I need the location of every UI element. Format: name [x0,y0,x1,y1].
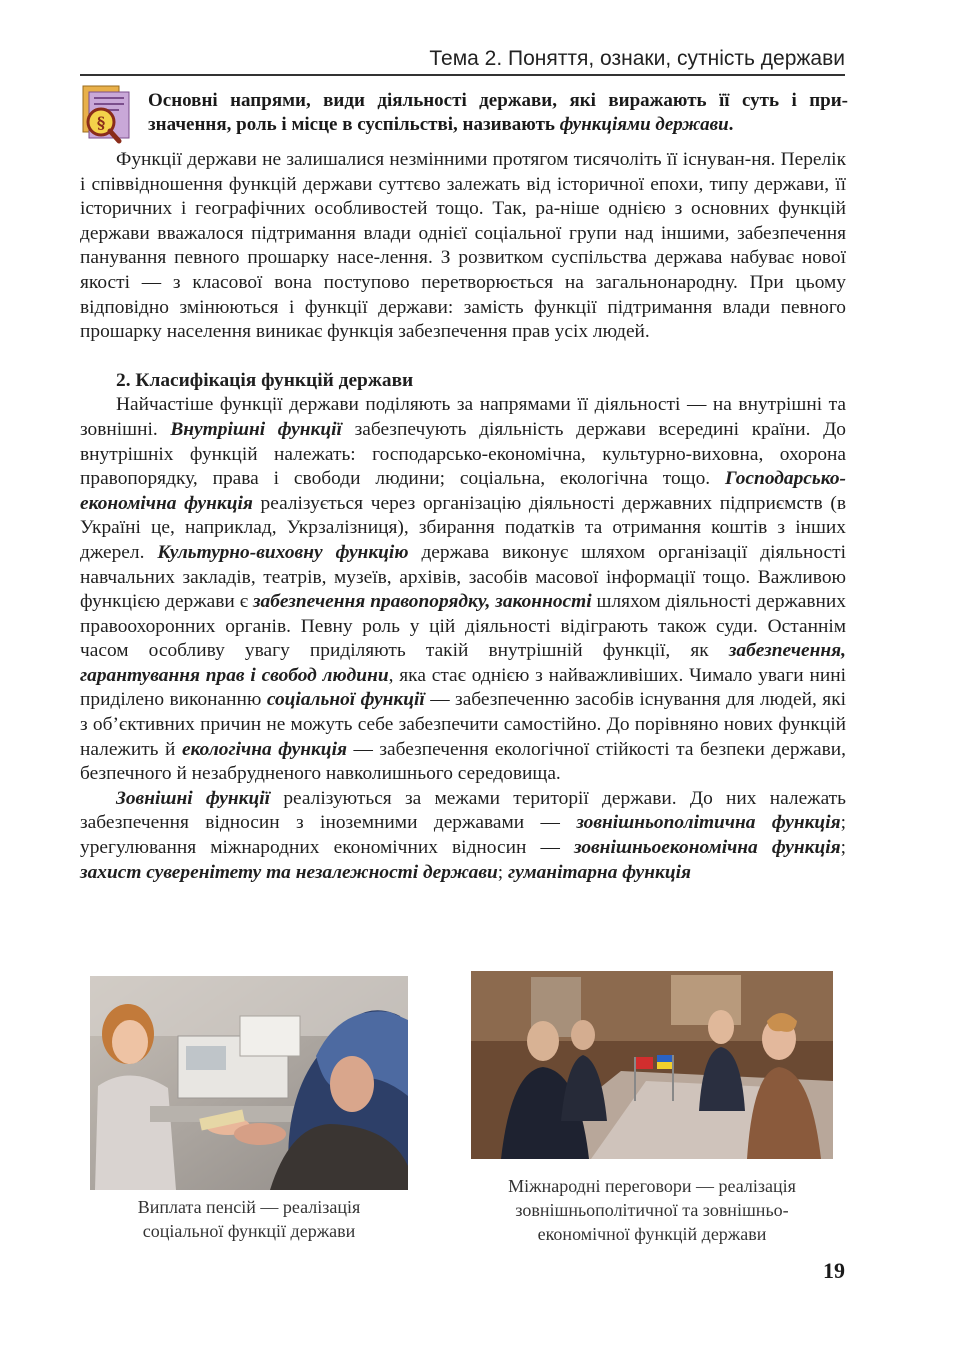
international-negotiations-photo [471,971,833,1159]
main-text [80,148,846,885]
classification-paragraph: Найчастіше функції держави поділяють за напрямами її діяльності — на внутрішні та зовнішні. Внутрішні функції забезпечують діяльність держави всередині країни. До внутрішніх функцій належать: господарсько-економічна, культурно-виховна, охорона правопорядку, права і свободи людини; соціальна, екологічна тощо. Господарсько-економічна функція реалізується через організацію діяльності державних підприємств (в Україні це, наприклад, Укрзалізниця), збирання податків та отримання коштів з інших джерел. Культурно-виховну функцію держава виконує шляхом організації діяльності навчальних закладів, театрів, музеїв, архівів, засобів масової інформації тощо. Важливою функцією держави є забезпечення правопорядку, законності шляхом діяльності державних правоохоронних органів. Певну роль у цій діяльності відіграють також суди. Останнім часом особливу увагу приділяють такій внутрішній функції, як забезпечення, гарантування прав і свобод людини, яка стає однією з найважливіших. Чимало уваги нині приділено виконанню соціальної функції — забезпеченню засобів існування для людей, які з об’єктивних причин не можуть себе забезпечити самостійно. До порівняно нових функцій належить й екологічна функція — забезпечення екологічної стійкості та безпеки держави, безпечного й незабрудненого навколишнього середовища. [80,394,846,785]
term-foreign-policy-function: зовнішньополітична функція [576,812,841,834]
svg-text:§: § [96,113,106,132]
definition-end: . [728,114,734,135]
page-number: 19 [823,1258,845,1283]
term-social-function: соціальної функції [266,689,425,711]
pension-photo-caption: Виплата пенсій — реалізація соціальної функції держави [137,1197,361,1241]
header-rule [80,74,845,76]
term-foreign-economic-function: зовнішньоекономічна функція [574,837,841,859]
definition-box [148,89,848,137]
term-economic-function: Господарсько-економічна функція [80,468,846,514]
term-sovereignty: захист суверенітету та незалежності держави [80,861,498,883]
section-heading: 2. Класифікація функцій держави [116,369,414,391]
pension-payment-photo [90,976,408,1190]
definition-law-icon [79,84,135,144]
term-ecological-function: екологічна функція [181,738,347,760]
term-human-rights: забезпечення, гарантування прав і свобод людини [80,640,846,686]
running-title: Тема 2. Поняття, ознаки, сутність держави [429,47,845,70]
definition-term: функціями держави [559,114,729,135]
definition-text: Основні напрями, види діяльності держави, які виражають її суть і при-значення, роль і місце в суспільстві, називають [148,90,848,135]
term-cultural-function: Культурно-виховну функцію [157,541,409,563]
term-external-functions: Зовнішні функції [116,787,271,809]
intro-paragraph: Функції держави не залишалися незмінними протягом тисячоліть її існуван-ня. Перелік і співвідношення функцій держави суттєво залежать від історичної епохи, типу держави, її історичних і географічних особливостей тощо. Так, ра-ніше однією з основних функцій держави вважалося підтримання влади однієї соціальної групи над іншими, забезпечення панування певного прошарку насе-лення. З розвитком суспільства держава набуває нової якості — з класової вона поступово перетворюється на загальнонародну. При цьому відповідно змінюються і функції держави: замість функції підтримання влади певного прошарку населення виникає функція забезпечення прав усіх людей. [80,149,846,343]
negotiations-photo-caption: Міжнародні переговори — реалізація зовнішньополітичної та зовнішньо- економічної функцій держави [508,1176,796,1244]
term-law-order: забезпечення правопорядку, законності [252,591,592,613]
external-functions-paragraph: Зовнішні функції реалізуються за межами території держави. До них належать забезпечення відносин з іноземними державами — зовнішньополітична функція; урегулювання міжнародних економічних відносин — зовнішньоекономічна функція; захист суверенітету та незалежності держави; гуманітарна функція [80,787,846,883]
term-humanitarian-function: гуманітарна функція [508,861,691,883]
term-internal-functions: Внутрішні функції [170,418,342,440]
